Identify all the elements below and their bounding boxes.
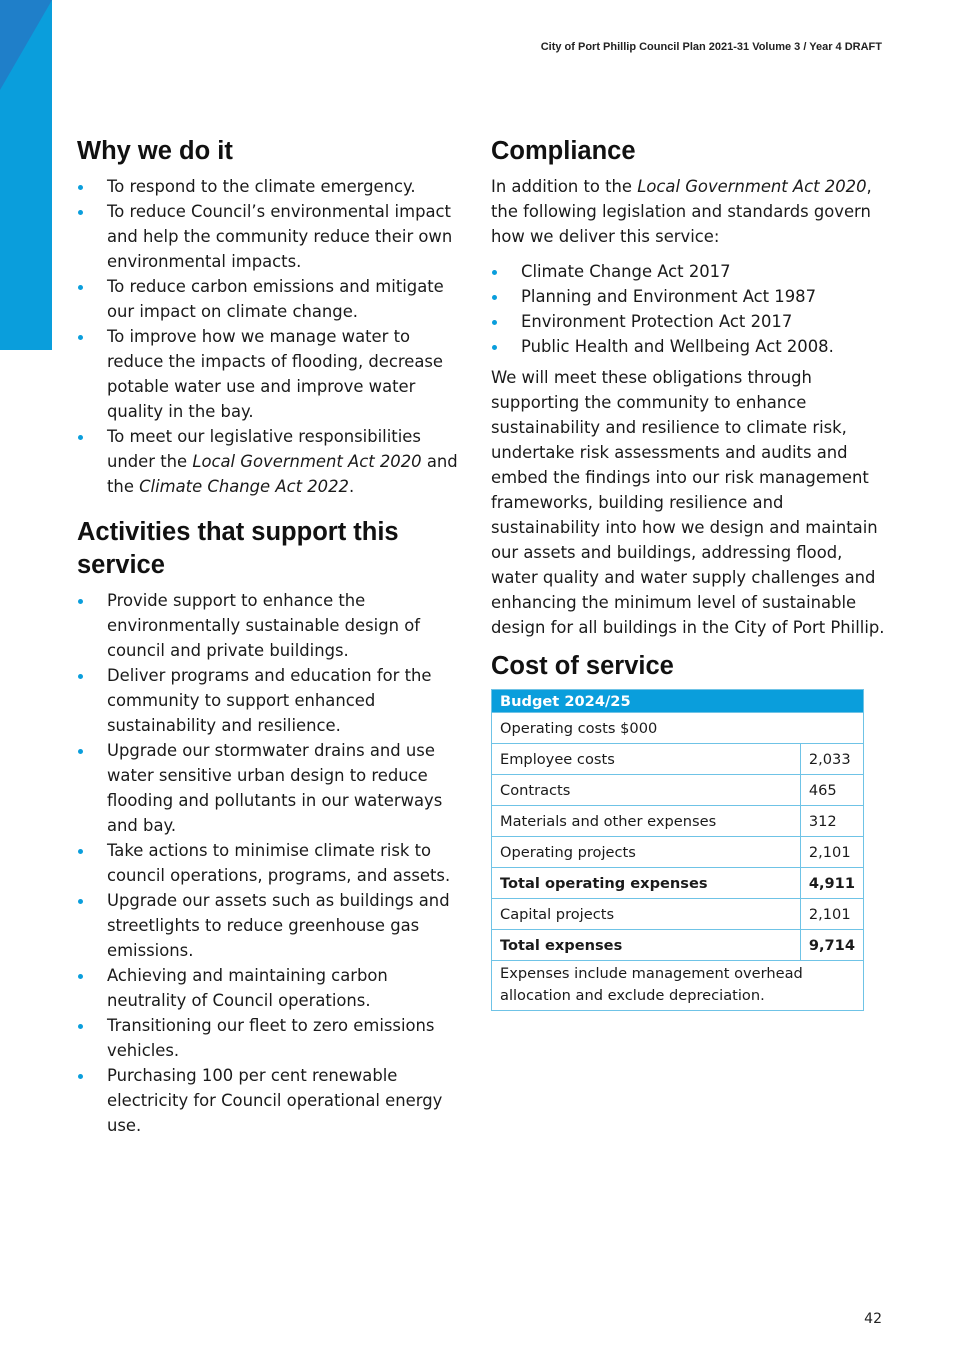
table-row [492, 837, 864, 868]
item-text: To reduce Council’s environmental impact and help the community reduce their own environmental impacts. [107, 202, 453, 271]
item-text: Climate Change Act 2017 [521, 262, 731, 281]
why-list [77, 174, 467, 499]
list-item [491, 259, 886, 284]
list-item [491, 334, 886, 359]
list-item [77, 963, 467, 1013]
list-item [77, 199, 467, 274]
table-row [492, 775, 864, 806]
row-value: 4,911 [800, 868, 863, 899]
act-title: Local Government Act 2020 [192, 452, 422, 471]
obligations-paragraph: We will meet these obligations through supporting the community to enhance sustainability and resilience to climate risk, undertake risk assessments and audits and embed the findings into our risk management frameworks, building resilience and sustainability into how we design and maintain our assets and buildings, addressing flood, water quality and water supply challenges and enhancing the minimum level of sustainable design for all buildings in the City of Port Phillip. [491, 368, 885, 637]
table-row [492, 930, 864, 961]
bullet-icon [78, 1024, 83, 1029]
row-label: Contracts [492, 775, 801, 806]
item-text: and the [107, 452, 458, 496]
item-text: Public Health and Wellbeing Act 2008. [521, 337, 834, 356]
bullet-icon [78, 749, 83, 754]
list-item [77, 174, 467, 199]
list-item [77, 424, 467, 499]
bullet-icon [78, 899, 83, 904]
page-number: 42 [864, 1311, 882, 1327]
item-text: Deliver programs and education for the community to support enhanced sustainability and resilience. [107, 666, 432, 735]
row-label: Capital projects [492, 899, 801, 930]
cost-table [491, 689, 864, 1011]
row-value: 2,033 [800, 744, 863, 775]
row-label: Total expenses [492, 930, 801, 961]
list-item [77, 738, 467, 838]
list-item [77, 838, 467, 888]
left-column [77, 130, 467, 1144]
table-note-row [492, 961, 864, 1011]
list-item [491, 284, 886, 309]
item-text: Upgrade our stormwater drains and use water sensitive urban design to reduce flooding and pollutants in our waterways and bay. [107, 741, 443, 835]
row-label: Employee costs [492, 744, 801, 775]
list-item [77, 663, 467, 738]
table-header: Budget 2024/25 [492, 690, 864, 713]
activities-heading: Activities that support this service [77, 518, 399, 579]
cost-heading: Cost of service [491, 652, 674, 680]
row-label: Total operating expenses [492, 868, 801, 899]
item-text: Environment Protection Act 2017 [521, 312, 793, 331]
list-item [77, 324, 467, 424]
item-text: Achieving and maintaining carbon neutrality of Council operations. [107, 966, 388, 1010]
bullet-icon [78, 599, 83, 604]
item-text: To meet our legislative responsibilities under the [107, 427, 421, 471]
bullet-icon [78, 285, 83, 290]
table-header-row [492, 690, 864, 713]
row-value: 312 [800, 806, 863, 837]
table-row [492, 744, 864, 775]
row-label: Materials and other expenses [492, 806, 801, 837]
bullet-icon [492, 320, 497, 325]
list-item [77, 1063, 467, 1138]
table-row [492, 868, 864, 899]
right-column [491, 130, 886, 1011]
item-text: To reduce carbon emissions and mitigate our impact on climate change. [107, 277, 444, 321]
list-item [77, 888, 467, 963]
act-title: Climate Change Act 2022 [139, 477, 349, 496]
row-value: 9,714 [800, 930, 863, 961]
bullet-icon [78, 674, 83, 679]
bullet-icon [78, 185, 83, 190]
list-item [491, 309, 886, 334]
item-text: Transitioning our fleet to zero emissions vehicles. [107, 1016, 435, 1060]
compliance-intro: In addition to the Local Government Act 2020, the following legislation and standards govern how we deliver this service: [491, 177, 872, 246]
item-text: Purchasing 100 per cent renewable electricity for Council operational energy use. [107, 1066, 443, 1135]
item-text: Planning and Environment Act 1987 [521, 287, 817, 306]
table-subheader-row [492, 713, 864, 744]
table-subheader: Operating costs $000 [492, 713, 864, 744]
acts-list [491, 259, 886, 359]
side-accent-bar [0, 0, 52, 350]
bullet-icon [78, 849, 83, 854]
table-note: Expenses include management overhead allocation and exclude depreciation. [492, 961, 864, 1011]
page-header: City of Port Phillip Council Plan 2021-31 Volume 3 / Year 4 DRAFT [540, 41, 882, 53]
item-text: To improve how we manage water to reduce the impacts of flooding, decrease potable water use and improve water quality in the bay. [107, 327, 444, 421]
activities-list [77, 588, 467, 1138]
item-text: Provide support to enhance the environmentally sustainable design of council and private buildings. [107, 591, 421, 660]
table-row [492, 806, 864, 837]
list-item [77, 274, 467, 324]
row-value: 465 [800, 775, 863, 806]
bullet-icon [78, 435, 83, 440]
bullet-icon [78, 210, 83, 215]
bullet-icon [78, 1074, 83, 1079]
row-value: 2,101 [800, 899, 863, 930]
why-heading: Why we do it [77, 137, 233, 165]
item-text: Upgrade our assets such as buildings and streetlights to reduce greenhouse gas emissions. [107, 891, 450, 960]
item-text: Take actions to minimise climate risk to council operations, programs, and assets. [107, 841, 451, 885]
bullet-icon [492, 295, 497, 300]
list-item [77, 1013, 467, 1063]
list-item [77, 588, 467, 663]
compliance-heading: Compliance [491, 137, 636, 165]
row-label: Operating projects [492, 837, 801, 868]
item-text: To respond to the climate emergency. [107, 177, 416, 196]
row-value: 2,101 [800, 837, 863, 868]
bullet-icon [492, 270, 497, 275]
bullet-icon [78, 335, 83, 340]
bullet-icon [78, 974, 83, 979]
bullet-icon [492, 345, 497, 350]
table-row [492, 899, 864, 930]
item-text: . [348, 477, 355, 496]
